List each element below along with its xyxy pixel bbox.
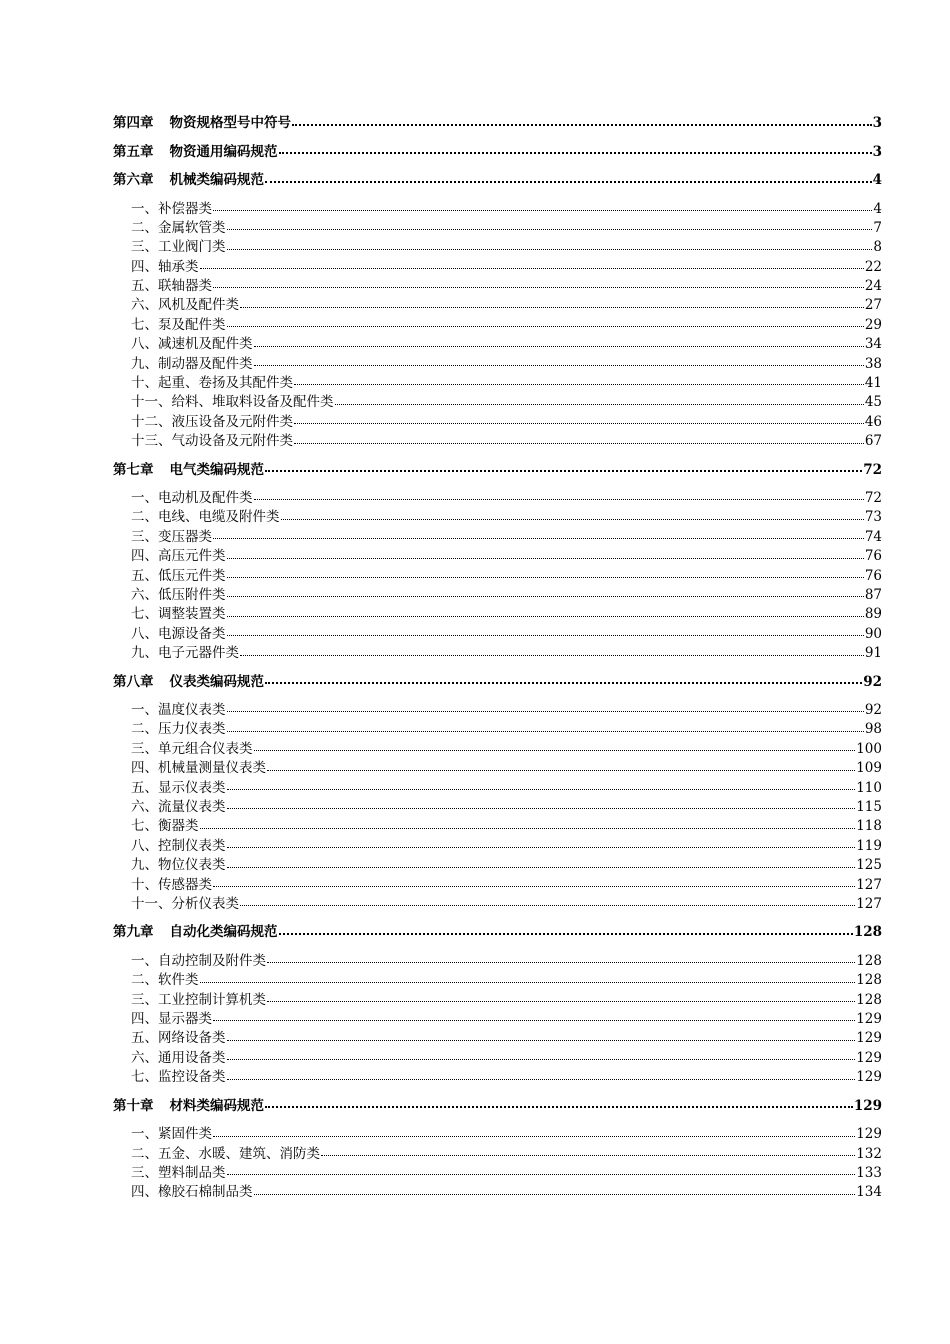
toc-section-entry[interactable]	[113, 971, 882, 990]
toc-section-entry[interactable]	[113, 837, 882, 856]
toc-section-entry[interactable]	[113, 277, 882, 296]
section-title: 二、金属软管类	[131, 219, 226, 236]
section-title: 六、流量仪表类	[131, 799, 226, 816]
toc-section-entry[interactable]	[113, 200, 882, 219]
section-title: 七、泵及配件类	[131, 316, 226, 333]
dot-leader	[213, 286, 864, 288]
dot-leader	[200, 827, 856, 829]
toc-section-entry[interactable]	[113, 701, 882, 720]
section-title: 七、监控设备类	[131, 1069, 226, 1086]
page-number: 129	[856, 1049, 882, 1066]
page-number: 67	[864, 433, 882, 450]
toc-section-entry[interactable]	[113, 1145, 882, 1164]
dot-leader	[213, 885, 855, 887]
dot-leader	[227, 615, 864, 617]
page-number: 4	[873, 200, 882, 217]
page-number: 129	[856, 1030, 882, 1047]
toc-chapter-entry[interactable]	[113, 461, 882, 481]
toc-section-entry[interactable]	[113, 413, 882, 432]
section-title: 五、联轴器类	[131, 278, 212, 295]
toc-section-entry[interactable]	[113, 720, 882, 739]
page-number: 127	[856, 896, 882, 912]
toc-section-entry[interactable]	[113, 567, 882, 586]
section-title: 四、高压元件类	[131, 548, 226, 565]
toc-section-entry[interactable]	[113, 296, 882, 315]
page-number: 45	[864, 394, 882, 411]
toc-section-entry[interactable]	[113, 238, 882, 257]
section-title: 一、电动机及配件类	[131, 490, 253, 507]
dot-leader	[294, 442, 864, 444]
dot-leader	[254, 749, 856, 751]
page-number: 129	[853, 1097, 882, 1114]
section-title: 一、补偿器类	[131, 200, 212, 217]
dot-leader	[213, 1135, 855, 1137]
page-number: 127	[856, 876, 882, 893]
section-title: 十一、给料、堆取料设备及配件类	[131, 394, 334, 411]
section-title: 五、低压元件类	[131, 567, 226, 584]
dot-leader	[213, 537, 864, 539]
section-title: 九、物位仪表类	[131, 857, 226, 874]
dot-leader	[227, 325, 864, 327]
page-number: 128	[856, 972, 882, 989]
chapter-number: 第四章	[113, 115, 154, 131]
page-number: 132	[856, 1145, 882, 1162]
toc-section-entry[interactable]	[113, 817, 882, 836]
section-title: 二、软件类	[131, 972, 199, 989]
page-number: 89	[864, 606, 882, 623]
section-title: 八、电源设备类	[131, 625, 226, 642]
toc-section-entry[interactable]	[113, 528, 882, 547]
toc-chapter-entry[interactable]	[113, 673, 882, 693]
page-number: 134	[856, 1184, 882, 1201]
page-number: 8	[873, 239, 882, 256]
toc-section-entry[interactable]	[113, 1125, 882, 1144]
section-title: 十、起重、卷扬及其配件类	[131, 375, 293, 392]
page-number: 3	[872, 143, 882, 160]
page-number: 76	[864, 567, 882, 584]
toc-section-entry[interactable]	[113, 335, 882, 354]
dot-leader	[227, 788, 856, 790]
toc-section-entry[interactable]	[113, 991, 882, 1010]
section-title: 六、通用设备类	[131, 1049, 226, 1066]
chapter-title: 物资通用编码规范	[169, 143, 278, 160]
toc-section-entry[interactable]	[113, 586, 882, 605]
page-number: 128	[853, 924, 882, 941]
page-number: 119	[856, 837, 882, 854]
dot-leader	[279, 151, 872, 154]
page-number: 90	[864, 625, 882, 642]
toc-section-entry[interactable]	[113, 1068, 882, 1087]
page-number: 72	[864, 490, 882, 507]
section-title: 七、衡器类	[131, 818, 199, 835]
page-number: 133	[856, 1164, 882, 1181]
page-number: 129	[856, 1011, 882, 1028]
dot-leader	[227, 595, 864, 597]
toc-chapter-entry[interactable]	[113, 923, 882, 943]
chapter-title: 机械类编码规范	[169, 172, 264, 188]
dot-leader	[240, 306, 864, 308]
page-number: 46	[864, 413, 882, 430]
section-title: 三、变压器类	[131, 528, 212, 545]
toc-section-entry[interactable]	[113, 1164, 882, 1183]
page-number: 29	[864, 316, 882, 333]
toc-section-entry[interactable]	[113, 895, 882, 914]
page-number: 129	[856, 1069, 882, 1086]
dot-leader	[213, 1019, 855, 1021]
toc-section-entry[interactable]	[113, 759, 882, 778]
page-number: 22	[864, 258, 882, 275]
toc-chapter-entry[interactable]	[113, 171, 882, 191]
section-title: 三、工业阀门类	[131, 239, 226, 256]
toc-section-entry[interactable]	[113, 1183, 882, 1202]
chapter-number: 第十章	[113, 1097, 154, 1114]
toc-section-entry[interactable]	[113, 856, 882, 875]
section-title: 十、传感器类	[131, 876, 212, 893]
dot-leader	[227, 866, 856, 868]
dot-leader	[294, 422, 864, 424]
dot-leader	[321, 1154, 855, 1156]
toc-chapter-entry[interactable]	[113, 114, 882, 134]
section-title: 八、减速机及配件类	[131, 336, 253, 353]
page-number: 3	[872, 115, 882, 131]
toc-section-entry[interactable]	[113, 1010, 882, 1029]
page-number: 98	[864, 721, 882, 738]
chapter-title: 材料类编码规范	[169, 1097, 264, 1114]
dot-leader	[227, 710, 864, 712]
section-title: 四、橡胶石棉制品类	[131, 1184, 253, 1201]
dot-leader	[227, 1039, 856, 1041]
toc-section-entry[interactable]	[113, 547, 882, 566]
toc-section-entry[interactable]	[113, 1049, 882, 1068]
page-number: 7	[873, 219, 882, 236]
page-number: 74	[864, 528, 882, 545]
page-number: 72	[863, 461, 882, 478]
page-number: 115	[856, 799, 882, 816]
page-number: 92	[864, 702, 882, 719]
page-number: 38	[864, 355, 882, 372]
dot-leader	[227, 634, 864, 636]
dot-leader	[267, 1000, 855, 1002]
dot-leader	[200, 267, 864, 269]
page-number: 41	[864, 375, 882, 392]
dot-leader	[292, 123, 872, 126]
chapter-number: 第五章	[113, 143, 154, 160]
section-title: 十二、液压设备及元附件类	[131, 413, 293, 430]
section-title: 六、低压附件类	[131, 587, 226, 604]
toc-section-entry[interactable]	[113, 355, 882, 374]
section-title: 九、电子元器件类	[131, 645, 239, 662]
page-number: 91	[864, 645, 882, 662]
dot-leader	[265, 681, 862, 684]
dot-leader	[227, 1173, 856, 1175]
section-title: 二、压力仪表类	[131, 721, 226, 738]
dot-leader	[254, 1193, 856, 1195]
toc-section-entry[interactable]	[113, 508, 882, 527]
toc-section-entry[interactable]	[113, 644, 882, 663]
chapter-number: 第九章	[113, 924, 154, 941]
section-title: 二、电线、电缆及附件类	[131, 509, 280, 526]
toc-chapter-entry[interactable]	[113, 1097, 882, 1117]
dot-leader	[227, 576, 864, 578]
page-number: 92	[863, 673, 882, 690]
section-title: 三、塑料制品类	[131, 1164, 226, 1181]
section-title: 四、轴承类	[131, 258, 199, 275]
toc-chapter-entry[interactable]	[113, 143, 882, 163]
section-title: 一、紧固件类	[131, 1126, 212, 1143]
page-number: 118	[856, 818, 882, 835]
page-number: 125	[856, 857, 882, 874]
section-title: 五、显示仪表类	[131, 779, 226, 796]
dot-leader	[335, 403, 864, 405]
section-title: 六、风机及配件类	[131, 297, 239, 314]
toc-section-entry[interactable]	[113, 489, 882, 508]
toc-section-entry[interactable]	[113, 316, 882, 335]
dot-leader	[200, 981, 856, 983]
page-number: 128	[856, 952, 882, 969]
section-title: 八、控制仪表类	[131, 837, 226, 854]
toc-section-entry[interactable]	[113, 779, 882, 798]
section-title: 七、调整装置类	[131, 606, 226, 623]
dot-leader	[294, 383, 864, 385]
page-number: 87	[864, 587, 882, 604]
chapter-number: 第八章	[113, 673, 154, 690]
chapter-title: 仪表类编码规范	[169, 673, 264, 690]
dot-leader	[254, 498, 864, 500]
dot-leader	[267, 961, 855, 963]
section-title: 四、机械量测量仪表类	[131, 760, 266, 777]
toc-section-entry[interactable]	[113, 219, 882, 238]
chapter-title: 电气类编码规范	[169, 461, 264, 478]
toc-section-entry[interactable]	[113, 740, 882, 759]
toc-section-entry[interactable]	[113, 952, 882, 971]
dot-leader	[254, 345, 864, 347]
page-number: 34	[864, 336, 882, 353]
page-number: 73	[864, 509, 882, 526]
page-number: 4	[872, 172, 882, 188]
section-title: 十一、分析仪表类	[131, 896, 239, 912]
dot-leader	[227, 248, 873, 250]
section-title: 四、显示器类	[131, 1011, 212, 1028]
table-of-contents	[113, 114, 882, 1203]
section-title: 五、网络设备类	[131, 1030, 226, 1047]
page-number: 100	[856, 740, 882, 757]
chapter-title: 自动化类编码规范	[169, 924, 278, 941]
dot-leader	[227, 846, 856, 848]
section-title: 三、工业控制计算机类	[131, 991, 266, 1008]
dot-leader	[227, 807, 856, 809]
section-title: 十三、气动设备及元附件类	[131, 433, 293, 450]
page-number: 27	[864, 297, 882, 314]
dot-leader	[265, 1105, 853, 1108]
toc-section-entry[interactable]	[113, 798, 882, 817]
toc-section-entry[interactable]	[113, 374, 882, 393]
section-title: 三、单元组合仪表类	[131, 740, 253, 757]
toc-section-entry[interactable]	[113, 432, 882, 451]
dot-leader	[227, 730, 864, 732]
dot-leader	[227, 557, 864, 559]
dot-leader	[265, 469, 862, 472]
dot-leader	[240, 654, 864, 656]
section-title: 二、五金、水暖、建筑、消防类	[131, 1145, 320, 1162]
dot-leader	[265, 180, 872, 183]
dot-leader	[281, 518, 864, 520]
toc-section-entry[interactable]	[113, 258, 882, 277]
dot-leader	[227, 228, 873, 230]
page-number: 109	[856, 760, 882, 777]
page-number: 129	[856, 1126, 882, 1143]
dot-leader	[254, 364, 864, 366]
section-title: 九、制动器及配件类	[131, 355, 253, 372]
dot-leader	[240, 904, 855, 906]
chapter-number: 第六章	[113, 172, 154, 188]
page-number: 110	[856, 779, 882, 796]
dot-leader	[279, 932, 853, 935]
dot-leader	[267, 769, 855, 771]
dot-leader	[227, 1078, 856, 1080]
toc-section-entry[interactable]	[113, 1029, 882, 1048]
dot-leader	[227, 1058, 856, 1060]
chapter-number: 第七章	[113, 461, 154, 478]
toc-section-entry[interactable]	[113, 393, 882, 412]
chapter-title: 物资规格型号中符号	[169, 115, 291, 131]
page-number: 128	[856, 991, 882, 1008]
toc-section-entry[interactable]	[113, 625, 882, 644]
page-number: 76	[864, 548, 882, 565]
toc-section-entry[interactable]	[113, 605, 882, 624]
toc-section-entry[interactable]	[113, 876, 882, 895]
section-title: 一、温度仪表类	[131, 702, 226, 719]
section-title: 一、自动控制及附件类	[131, 952, 266, 969]
page-number: 24	[864, 278, 882, 295]
dot-leader	[213, 209, 872, 211]
